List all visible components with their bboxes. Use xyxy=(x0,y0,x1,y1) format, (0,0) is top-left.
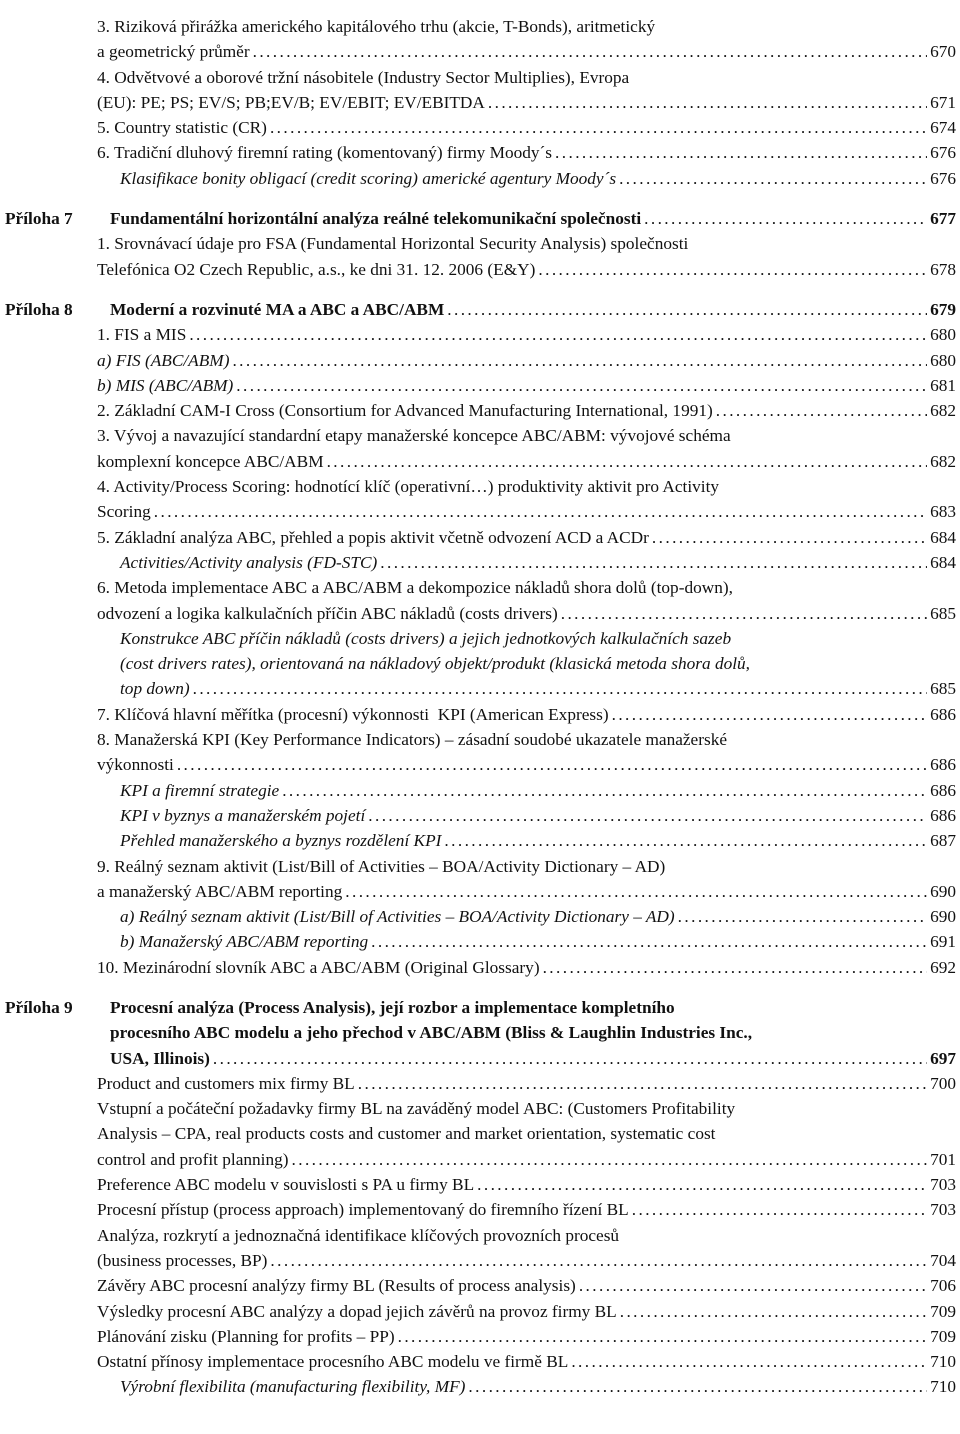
page-number: 697 xyxy=(927,1046,956,1071)
table-of-contents xyxy=(0,14,960,1400)
entry-title: Fundamentální horizontální analýza reálné telekomunikační společnosti xyxy=(110,206,644,231)
dot-leader xyxy=(368,803,927,828)
page-number: 676 xyxy=(927,140,956,165)
entry-title: Přehled manažerského a byznys rozdělení KPI xyxy=(120,828,444,853)
entry-title: b) Manažerský ABC/ABM reporting xyxy=(120,929,371,954)
entry-title: Klasifikace bonity obligací (credit scoring) americké agentury Moody´s xyxy=(120,166,619,191)
entry-title: komplexní koncepce ABC/ABM xyxy=(97,449,327,474)
section-gap xyxy=(0,980,960,995)
page-number: 676 xyxy=(927,166,956,191)
entry-title: a geometrický průměr xyxy=(97,39,253,64)
dot-leader xyxy=(154,499,927,524)
toc-entry xyxy=(0,778,960,803)
toc-entry xyxy=(0,1147,960,1172)
toc-leader-row xyxy=(120,1374,956,1399)
appendix-label: Příloha 9 xyxy=(5,997,73,1017)
dot-leader xyxy=(270,115,927,140)
entry-title: 1. FIS a MIS xyxy=(97,322,189,347)
toc-leader-row xyxy=(120,778,956,803)
toc-entry xyxy=(0,1197,960,1222)
toc-leader-row xyxy=(97,1071,956,1096)
toc-leader-row xyxy=(110,206,956,231)
entry-title: Výrobní flexibilita (manufacturing flexibility, MF) xyxy=(120,1374,468,1399)
entry-title: top down) xyxy=(120,676,193,701)
page-number: 692 xyxy=(927,955,956,980)
entry-title: 3. Vývoj a navazující standardní etapy manažerské koncepce ABC/ABM: vývojové schéma xyxy=(97,426,731,446)
page-number: 704 xyxy=(927,1248,956,1273)
page-number: 684 xyxy=(927,550,956,575)
toc-entry xyxy=(0,752,960,777)
dot-leader xyxy=(282,778,927,803)
toc-entry xyxy=(0,115,960,140)
toc-entry xyxy=(0,449,960,474)
toc-entry xyxy=(0,1324,960,1349)
dot-leader xyxy=(327,449,928,474)
toc-entry xyxy=(0,1349,960,1374)
page-number: 701 xyxy=(927,1147,956,1172)
page-number: 681 xyxy=(927,373,956,398)
page-number: 680 xyxy=(927,348,956,373)
entry-title: (business processes, BP) xyxy=(97,1248,270,1273)
entry-title: b) MIS (ABC/ABM) xyxy=(97,373,236,398)
toc-leader-row xyxy=(97,879,956,904)
toc-entry xyxy=(0,828,960,853)
page-number: 686 xyxy=(927,702,956,727)
entry-title: Procesní přístup (process approach) implementovaný do firemního řízení BL xyxy=(97,1197,632,1222)
page-number: 710 xyxy=(927,1349,956,1374)
section-gap xyxy=(0,191,960,206)
entry-title: procesního ABC modelu a jeho přechod v ABC/ABM (Bliss & Laughlin Industries Inc., xyxy=(110,1023,753,1043)
entry-title: KPI a firemní strategie xyxy=(120,778,282,803)
toc-leader-row xyxy=(120,550,956,575)
entry-title: 2. Základní CAM-I Cross (Consortium for Advanced Manufacturing International, 1991) xyxy=(97,398,716,423)
toc-leader-row xyxy=(97,1172,956,1197)
toc-text-line xyxy=(0,423,960,448)
dot-leader xyxy=(716,398,927,423)
toc-leader-row xyxy=(97,499,956,524)
dot-leader xyxy=(571,1349,927,1374)
entry-title: 7. Klíčová hlavní měřítka (procesní) výkonnosti KPI (American Express) xyxy=(97,702,612,727)
toc-leader-row xyxy=(97,1349,956,1374)
section-gap xyxy=(0,282,960,297)
toc-text-line xyxy=(0,231,960,256)
toc-entry xyxy=(0,1248,960,1273)
toc-leader-row xyxy=(97,115,956,140)
toc-leader-row xyxy=(97,449,956,474)
toc-entry xyxy=(0,1273,960,1298)
toc-leader-row xyxy=(97,39,956,64)
entry-title: Závěry ABC procesní analýzy firmy BL (Results of process analysis) xyxy=(97,1273,579,1298)
dot-leader xyxy=(371,929,927,954)
entry-title: 9. Reálný seznam aktivit (List/Bill of Activities – BOA/Activity Dictionary – AD) xyxy=(97,856,666,876)
toc-entry xyxy=(0,499,960,524)
dot-leader xyxy=(380,550,927,575)
dot-leader xyxy=(292,1147,928,1172)
toc-text-line xyxy=(0,65,960,90)
toc-leader-row xyxy=(97,348,956,373)
entry-title: KPI v byznys a manažerském pojetí xyxy=(120,803,368,828)
toc-entry xyxy=(0,373,960,398)
dot-leader xyxy=(398,1324,927,1349)
entry-title: 3. Riziková přirážka amerického kapitálového trhu (akcie, T-Bonds), aritmetický xyxy=(97,17,656,36)
toc-leader-row xyxy=(110,1046,956,1071)
toc-entry xyxy=(0,525,960,550)
entry-title: Telefónica O2 Czech Republic, a.s., ke dni 31. 12. 2006 (E&Y) xyxy=(97,257,538,282)
entry-title: a) FIS (ABC/ABM) xyxy=(97,348,232,373)
toc-entry xyxy=(0,803,960,828)
page-number: 690 xyxy=(927,879,956,904)
toc-entry xyxy=(0,879,960,904)
toc-entry xyxy=(0,297,960,322)
entry-title: 8. Manažerská KPI (Key Performance Indicators) – zásadní soudobé ukazatele manažerské xyxy=(97,730,728,750)
toc-leader-row xyxy=(97,1248,956,1273)
page-number: 674 xyxy=(927,115,956,140)
dot-leader xyxy=(447,297,927,322)
entry-title: 5. Základní analýza ABC, přehled a popis aktivit včetně odvození ACD a ACDr xyxy=(97,525,652,550)
toc-entry xyxy=(0,39,960,64)
page-number: 678 xyxy=(927,257,956,282)
entry-title: Ostatní přínosy implementace procesního ABC modelu ve firmě BL xyxy=(97,1349,571,1374)
page-number: 706 xyxy=(927,1273,956,1298)
toc-leader-row xyxy=(97,140,956,165)
toc-entry xyxy=(0,348,960,373)
toc-leader-row xyxy=(120,803,956,828)
entry-title: Activities/Activity analysis (FD-STC) xyxy=(120,550,380,575)
entry-title: a) Reálný seznam aktivit (List/Bill of Activities – BOA/Activity Dictionary – AD) xyxy=(120,904,678,929)
appendix-label: Příloha 7 xyxy=(5,209,73,229)
page-number: 684 xyxy=(927,525,956,550)
page-number: 690 xyxy=(927,904,956,929)
dot-leader xyxy=(632,1197,927,1222)
toc-leader-row xyxy=(97,322,956,347)
page-number: 687 xyxy=(927,828,956,853)
entry-title: Analysis – CPA, real products costs and customer and market orientation, systematic cost xyxy=(97,1124,716,1144)
toc-text-line xyxy=(0,1020,960,1045)
toc-leader-row xyxy=(120,676,956,701)
page-number: 710 xyxy=(927,1374,956,1399)
dot-leader xyxy=(189,322,927,347)
toc-entry xyxy=(0,257,960,282)
page-number: 682 xyxy=(927,398,956,423)
dot-leader xyxy=(555,140,927,165)
page-number: 682 xyxy=(927,449,956,474)
entry-title: Moderní a rozvinuté MA a ABC a ABC/ABM xyxy=(110,297,447,322)
entry-title: USA, Illinois) xyxy=(110,1046,213,1071)
toc-text-line xyxy=(0,1121,960,1146)
entry-title: Scoring xyxy=(97,499,154,524)
dot-leader xyxy=(213,1046,927,1071)
dot-leader xyxy=(612,702,927,727)
toc-entry xyxy=(0,1046,960,1071)
entry-title: Konstrukce ABC příčin nákladů (costs drivers) a jejich jednotkových kalkulačních sazeb xyxy=(120,628,732,648)
toc-leader-row xyxy=(97,1273,956,1298)
page-number: 685 xyxy=(927,676,956,701)
toc-entry xyxy=(0,904,960,929)
toc-leader-row xyxy=(97,601,956,626)
entry-title: Analýza, rozkrytí a jednoznačná identifikace klíčových provozních procesů xyxy=(97,1225,620,1245)
dot-leader xyxy=(358,1071,927,1096)
page-number: 686 xyxy=(927,752,956,777)
toc-text-line xyxy=(0,995,960,1020)
toc-text-line xyxy=(0,474,960,499)
toc-leader-row xyxy=(97,752,956,777)
entry-title: Výsledky procesní ABC analýzy a dopad jejich závěrů na provoz firmy BL xyxy=(97,1299,620,1324)
entry-title: Procesní analýza (Process Analysis), její rozbor a implementace kompletního xyxy=(110,997,675,1017)
page-number: 680 xyxy=(927,322,956,347)
toc-leader-row xyxy=(97,373,956,398)
toc-leader-row xyxy=(120,828,956,853)
toc-entry xyxy=(0,398,960,423)
toc-text-line xyxy=(0,626,960,651)
toc-entry xyxy=(0,929,960,954)
appendix-label: Příloha 8 xyxy=(5,299,73,319)
entry-title: control and profit planning) xyxy=(97,1147,292,1172)
toc-leader-row xyxy=(97,702,956,727)
toc-entry xyxy=(0,550,960,575)
page-number: 671 xyxy=(927,90,956,115)
dot-leader xyxy=(232,348,927,373)
entry-title: 1. Srovnávací údaje pro FSA (Fundamental Horizontal Security Analysis) společnosti xyxy=(97,234,689,254)
dot-leader xyxy=(543,955,928,980)
toc-entry xyxy=(0,1071,960,1096)
toc-entry xyxy=(0,601,960,626)
toc-entry xyxy=(0,676,960,701)
toc-entry xyxy=(0,1374,960,1399)
dot-leader xyxy=(579,1273,927,1298)
dot-leader xyxy=(652,525,927,550)
toc-leader-row xyxy=(97,257,956,282)
toc-text-line xyxy=(0,14,960,39)
toc-text-line xyxy=(0,575,960,600)
toc-leader-row xyxy=(110,297,956,322)
toc-entry xyxy=(0,90,960,115)
toc-leader-row xyxy=(97,1324,956,1349)
toc-leader-row xyxy=(120,929,956,954)
toc-entry xyxy=(0,206,960,231)
toc-entry xyxy=(0,140,960,165)
page-number: 691 xyxy=(927,929,956,954)
dot-leader xyxy=(468,1374,927,1399)
entry-title: Product and customers mix firmy BL xyxy=(97,1071,358,1096)
entry-title: 10. Mezinárodní slovník ABC a ABC/ABM (Original Glossary) xyxy=(97,955,543,980)
toc-leader-row xyxy=(97,1147,956,1172)
dot-leader xyxy=(345,879,927,904)
dot-leader xyxy=(236,373,927,398)
page-number: 685 xyxy=(927,601,956,626)
entry-title: (EU): PE; PS; EV/S; PB;EV/B; EV/EBIT; EV/EBITDA xyxy=(97,90,488,115)
toc-text-line xyxy=(0,1096,960,1121)
page-number: 703 xyxy=(927,1172,956,1197)
dot-leader xyxy=(177,752,927,777)
toc-entry xyxy=(0,702,960,727)
dot-leader xyxy=(253,39,927,64)
entry-title: 5. Country statistic (CR) xyxy=(97,115,270,140)
toc-entry xyxy=(0,1172,960,1197)
toc-leader-row xyxy=(120,166,956,191)
page-number: 683 xyxy=(927,499,956,524)
dot-leader xyxy=(678,904,927,929)
toc-text-line xyxy=(0,854,960,879)
entry-title: 4. Odvětvové a oborové tržní násobitele (Industry Sector Multiplies), Evropa xyxy=(97,67,630,87)
toc-leader-row xyxy=(120,904,956,929)
toc-leader-row xyxy=(97,525,956,550)
toc-entry xyxy=(0,1299,960,1324)
dot-leader xyxy=(619,166,927,191)
toc-entry xyxy=(0,322,960,347)
entry-title: Preference ABC modelu v souvislosti s PA u firmy BL xyxy=(97,1172,477,1197)
page-number: 686 xyxy=(927,778,956,803)
toc-entry xyxy=(0,166,960,191)
entry-title: Vstupní a počáteční požadavky firmy BL na zaváděný model ABC: (Customers Profitability xyxy=(97,1099,736,1119)
dot-leader xyxy=(488,90,927,115)
dot-leader xyxy=(270,1248,927,1273)
page-number: 670 xyxy=(927,39,956,64)
entry-title: a manažerský ABC/ABM reporting xyxy=(97,879,345,904)
dot-leader xyxy=(444,828,927,853)
toc-text-line xyxy=(0,651,960,676)
entry-title: výkonnosti xyxy=(97,752,177,777)
page-number: 700 xyxy=(927,1071,956,1096)
dot-leader xyxy=(538,257,927,282)
toc-text-line xyxy=(0,727,960,752)
page-number: 709 xyxy=(927,1299,956,1324)
page-number: 679 xyxy=(927,297,956,322)
page-number: 677 xyxy=(927,206,956,231)
toc-leader-row xyxy=(97,398,956,423)
toc-leader-row xyxy=(97,90,956,115)
entry-title: odvození a logika kalkulačních příčin ABC nákladů (costs drivers) xyxy=(97,601,561,626)
toc-entry xyxy=(0,955,960,980)
dot-leader xyxy=(561,601,927,626)
page-number: 709 xyxy=(927,1324,956,1349)
page-number: 703 xyxy=(927,1197,956,1222)
page-number: 686 xyxy=(927,803,956,828)
toc-leader-row xyxy=(97,1299,956,1324)
entry-title: Plánování zisku (Planning for profits – PP) xyxy=(97,1324,398,1349)
entry-title: 6. Tradiční dluhový firemní rating (komentovaný) firmy Moody´s xyxy=(97,140,555,165)
toc-leader-row xyxy=(97,1197,956,1222)
entry-title: (cost drivers rates), orientovaná na nákladový objekt/produkt (klasická metoda shora dolů, xyxy=(120,654,751,674)
dot-leader xyxy=(620,1299,927,1324)
entry-title: 6. Metoda implementace ABC a ABC/ABM a dekompozice nákladů shora dolů (top-down), xyxy=(97,578,733,598)
dot-leader xyxy=(477,1172,927,1197)
entry-title: 4. Activity/Process Scoring: hodnotící klíč (operativní…) produktivity aktivit pro Activity xyxy=(97,477,720,497)
dot-leader xyxy=(644,206,927,231)
dot-leader xyxy=(193,676,927,701)
toc-leader-row xyxy=(97,955,956,980)
toc-text-line xyxy=(0,1223,960,1248)
